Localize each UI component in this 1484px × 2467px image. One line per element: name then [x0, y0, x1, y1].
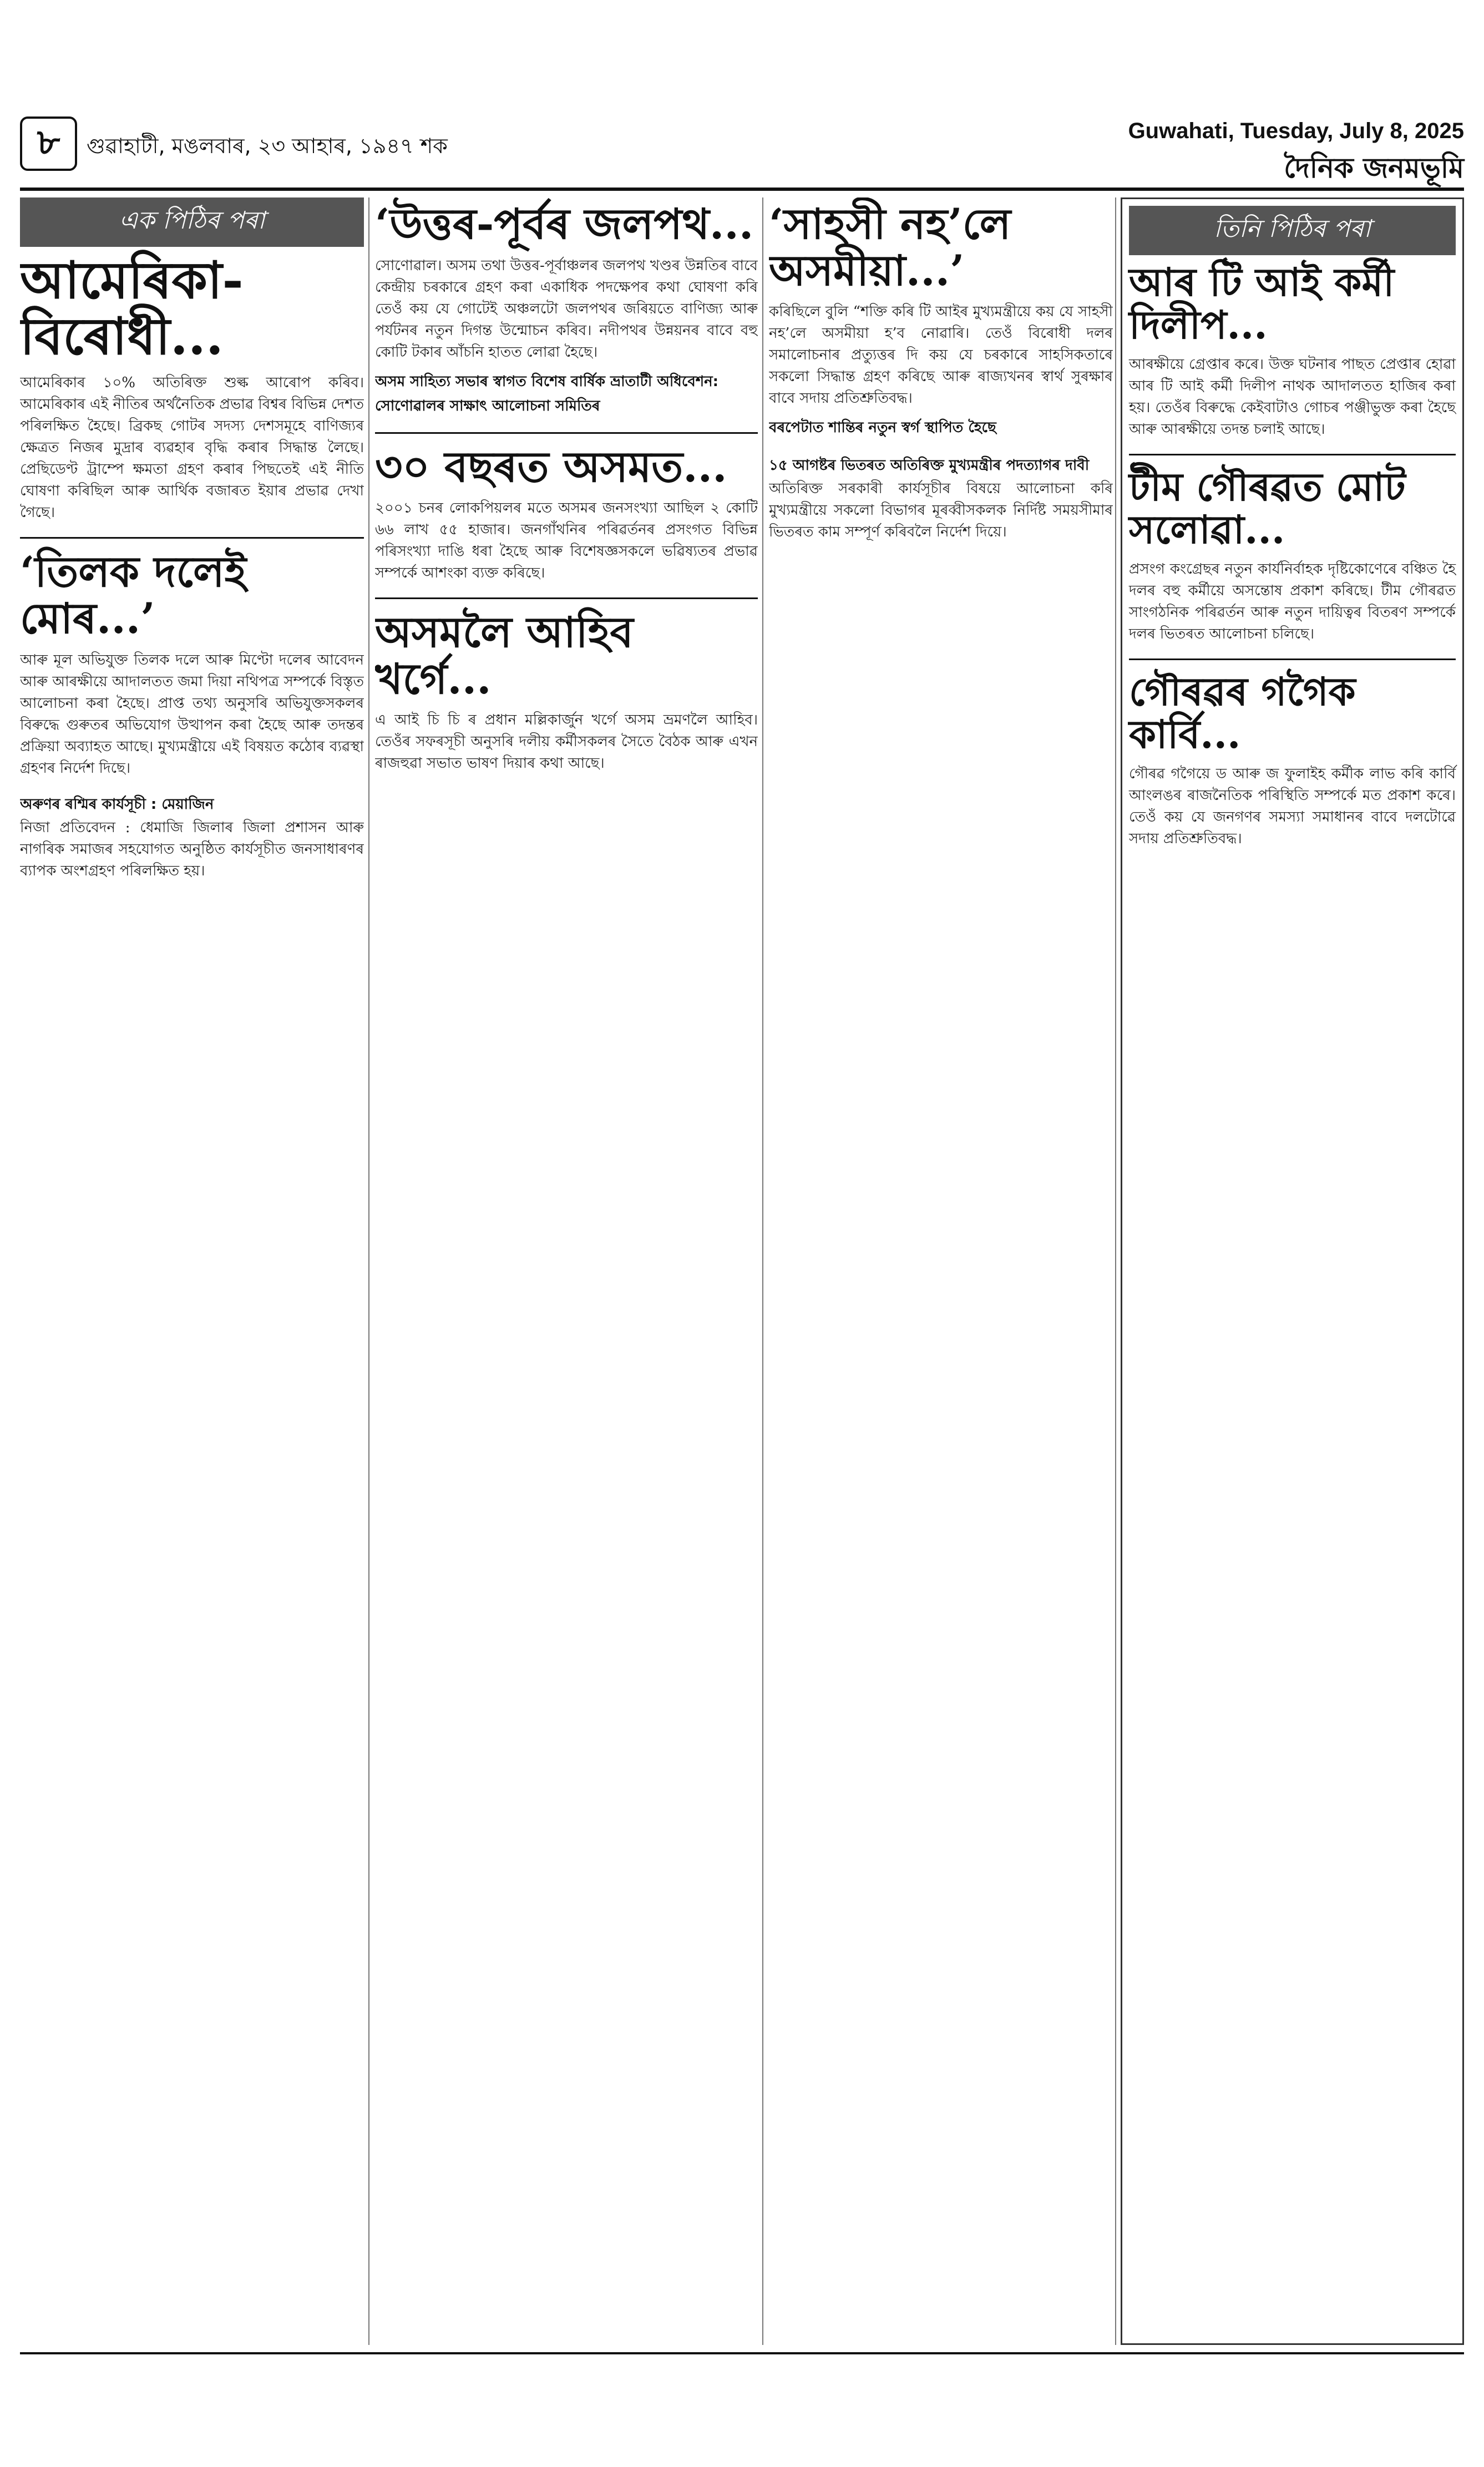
article-subhead: ১৫ আগষ্টৰ ভিতৰত অতিৰিক্ত মুখ্যমন্ত্ৰীৰ পদত্যাগৰ দাবী — [769, 457, 1090, 474]
column-divider — [368, 197, 369, 2345]
article-body: গৌৰৱ গগৈয়ে ড আৰু জ ফুলাইহ কৰ্মীক লাভ কৰি কাৰ্বি আংলঙৰ ৰাজনৈতিক পৰিস্থিতি সম্পৰ্কে মত প্ৰকাশ কৰে। তেওঁ কয় যে জনগণৰ সমস্যা সমাধানৰ বাবে দলটোৱে সদায় প্ৰতিশ্ৰুতিবদ্ধ। — [1129, 766, 1456, 847]
article-headline: ‘তিলক দলেই মোৰ...’ — [20, 547, 247, 643]
article-kharge — [375, 609, 758, 774]
article-body: ২০০১ চনৰ লোকপিয়লৰ মতে অসমৰ জনসংখ্যা আছিল ২ কোটি ৬৬ লাখ ৫৫ হাজাৰ। জনগাঁথনিৰ পৰিৱৰ্তনৰ প্ৰসংগত বিভিন্ন পৰিসংখ্যা দাঙি ধৰা হৈছে আৰু বিশেষজ্ঞসকলে ভৱিষ্যতৰ প্ৰভাৱ সম্পৰ্কে আশংকা ব্যক্ত কৰিছে। — [375, 500, 758, 582]
column-divider — [762, 197, 763, 2345]
article-team-gaurav — [1129, 465, 1456, 645]
page-number: ৮ — [20, 116, 77, 171]
article-30-years — [375, 444, 758, 585]
article-headline: গৌৰৱৰ গগৈক কাৰ্বি... — [1129, 668, 1356, 757]
article-headline: আমেৰিকা-বিৰোধী... — [20, 250, 244, 367]
section-kicker: তিনি পিঠিৰ পৰা — [1129, 206, 1456, 255]
article-divider — [1129, 454, 1456, 455]
column-2 — [375, 197, 758, 2345]
article-dhemaji — [20, 793, 364, 882]
section-kicker: এক পিঠিৰ পৰা — [20, 197, 364, 247]
article-divider — [375, 432, 758, 434]
article-divider — [375, 597, 758, 599]
article-body: সোণোৱাল। অসম তথা উত্তৰ-পূৰ্বাঞ্চলৰ জলপথ খণ্ডৰ উন্নতিৰ বাবে কেন্দ্ৰীয় চৰকাৰে গ্ৰহণ কৰা একাধিক পদক্ষেপৰ কথা ঘোষণা কৰি তেওঁ কয় যে গোটেই অঞ্চলটো জলপথৰ জৰিয়তে বাণিজ্য আৰু পৰ্যটনৰ নতুন দিগন্ত উন্মোচন কৰিব। নদীপথৰ উন্নয়নৰ বাবে বহু কোটি টকাৰ আঁচনি হাতত লোৱা হৈছে। — [375, 257, 758, 361]
article-body: কৰিছিলে বুলি “শক্তি কৰি টি আইৰ মুখ্যমন্ত্ৰীয়ে কয় যে সাহসী নহ’লে অসমীয়া হ’ব নোৱাৰি। তেওঁ বিৰোধী দলৰ সমালোচনাৰ প্ৰত্যুত্তৰ দি কয় যে চৰকাৰে সাহসিকতাৰে সকলো সিদ্ধান্ত গ্ৰহণ কৰিছে আৰু ৰাজ্যখনৰ স্বাৰ্থ সুৰক্ষাৰ বাবে সদায় প্ৰতিশ্ৰুতিবদ্ধ। — [769, 303, 1113, 407]
article-body: এ আই চি চি ৰ প্ৰধান মল্লিকাৰ্জুন খৰ্গে অসম ভ্ৰমণলৈ আহিব। তেওঁৰ সফৰসূচী অনুসৰি দলীয় কৰ্মীসকলৰ সৈতে বৈঠক আৰু এখন ৰাজহুৱা সভাত ভাষণ দিয়াৰ কথা আছে। — [375, 712, 758, 772]
page-header — [20, 116, 1464, 183]
article-headline: টীম গৌৰৱত মোট সলোৱা... — [1129, 464, 1406, 553]
dateline-english: Guwahati, Tuesday, July 8, 2025 — [1128, 119, 1464, 143]
article-headline: ৩০ বছৰত অসমত... — [375, 442, 727, 492]
article-body: অতিৰিক্ত সৰকাৰী কাৰ্যসূচীৰ বিষয়ে আলোচনা কৰি মুখ্যমন্ত্ৰীয়ে সকলো বিভাগৰ মূৰব্বীসকলক নিৰ্দিষ্ট সময়সীমাৰ ভিতৰত কাম সম্পূৰ্ণ কৰিবলৈ নিৰ্দেশ দিয়ে। — [769, 480, 1113, 541]
dateline-assamese: গুৱাহাটী, মঙলবাৰ, ২৩ আহাৰ, ১৯৪৭ শক — [87, 134, 448, 158]
article-waterways — [375, 201, 758, 419]
column-1 — [20, 197, 364, 2345]
article-body: আৰু মূল অভিযুক্ত তিলক দলে আৰু মিণ্টো দলেৰ আবেদন আৰু আৰক্ষীয়ে আদালতত জমা দিয়া নথিপত্ৰ সম্পৰ্কে বিস্তৃত আলোচনা কৰা হৈছে। প্ৰাপ্ত তথ্য অনুসৰি অভিযুক্তসকলৰ বিৰুদ্ধে গুৰুতৰ অভিযোগ উত্থাপন কৰা হৈছে আৰু তদন্তৰ প্ৰক্ৰিয়া অব্যাহত আছে। মুখ্যমন্ত্ৰীয়ে এই বিষয়ত কঠোৰ ব্যৱস্থা গ্ৰহণৰ নিৰ্দেশ দিছে। — [20, 651, 364, 777]
article-rti-activist — [1129, 261, 1456, 440]
article-divider — [1129, 658, 1456, 660]
article-tilak — [20, 549, 364, 779]
article-body: প্ৰসংগ কংগ্ৰেছৰ নতুন কাৰ্যনিৰ্বাহক দৃষ্টিকোণেৰে বঞ্চিত হৈ দলৰ বহু কৰ্মীয়ে অসন্তোষ প্ৰকাশ কৰিছে। টীম গৌৰৱত সাংগঠনিক পৰিৱৰ্তন আৰু নতুন দায়িত্বৰ বিতৰণ সম্পৰ্কে দলৰ ভিতৰত আলোচনা চলিছে। — [1129, 561, 1456, 642]
article-gaurav-karbi — [1129, 670, 1456, 850]
column-divider — [1115, 197, 1116, 2345]
footer-rule — [20, 2352, 1464, 2354]
article-headline: আৰ টি আই কৰ্মী দিলীপ... — [1129, 259, 1395, 348]
newspaper-brand: দৈনিক জনমভূমি — [1284, 151, 1464, 184]
column-3 — [769, 197, 1113, 2345]
article-headline: অসমলৈ আহিব খৰ্গে... — [375, 607, 634, 703]
column-4 — [1121, 197, 1464, 2345]
article-body: আমেৰিকাৰ ১০% অতিৰিক্ত শুল্ক আৰোপ কৰিব। আমেৰিকাৰ এই নীতিৰ অৰ্থনৈতিক প্ৰভাৱ বিশ্বৰ বিভিন্ন দেশত পৰিলক্ষিত হৈছে। ব্ৰিকছ গোটৰ সদস্য দেশসমূহে বাণিজ্যৰ ক্ষেত্ৰত নিজৰ মুদ্ৰাৰ ব্যৱহাৰ বৃদ্ধি কৰাৰ সিদ্ধান্ত লৈছে। প্ৰেছিডেণ্ট ট্ৰাম্পে ক্ষমতা গ্ৰহণ কৰাৰ পিছতেই এই নীতি ঘোষণা কৰিছিল আৰু আৰ্থিক বজাৰত ইয়াৰ প্ৰভাৱ দেখা গৈছে। — [20, 374, 364, 521]
article-body: আৰক্ষীয়ে গ্ৰেপ্তাৰ কৰে। উক্ত ঘটনাৰ পাছত প্ৰেপ্তাৰ হোৱা আৰ টি আই কৰ্মী দিলীপ নাথক আদালতত হাজিৰ কৰা হয়। তেওঁৰ বিৰুদ্ধে কেইবাটাও গোচৰ পঞ্জীভুক্ত কৰা হৈছে আৰু আৰক্ষীয়ে তদন্ত চলাই আছে। — [1129, 356, 1456, 438]
article-headline: ‘সাহসী নহ’লে অসমীয়া...’ — [769, 199, 1011, 295]
article-subhead: অৰুণৰ ৰশ্মিৰ কাৰ্যসূচী : মেয়াজিন — [20, 796, 214, 813]
article-america — [20, 252, 364, 524]
article-body: নিজা প্ৰতিবেদন : ধেমাজি জিলাৰ জিলা প্ৰশাসন আৰু নাগৰিক সমাজৰ সহযোগত অনুষ্ঠিত কাৰ্যসূচীত জনসাধাৰণৰ ব্যাপক অংশগ্ৰহণ পৰিলক্ষিত হয়। — [20, 819, 364, 879]
article-brave-assamese — [769, 201, 1113, 440]
article-subhead: বৰপেটাত শান্তিৰ নতুন স্বৰ্গ স্থাপিত হৈছে — [769, 419, 996, 437]
article-resignation-demand — [769, 454, 1113, 543]
boxed-section — [1121, 197, 1464, 2345]
header-rule — [20, 188, 1464, 191]
article-divider — [20, 537, 364, 539]
article-subhead: অসম সাহিত্য সভাৰ স্বাগত বিশেষ বাৰ্ষিক ভ্ৰাতাটী অধিবেশন: সোণোৱালৰ সাক্ষাৎ আলোচনা সমিতিৰ — [375, 373, 719, 414]
article-headline: ‘উত্তৰ-পূৰ্বৰ জলপথ... — [375, 199, 754, 249]
